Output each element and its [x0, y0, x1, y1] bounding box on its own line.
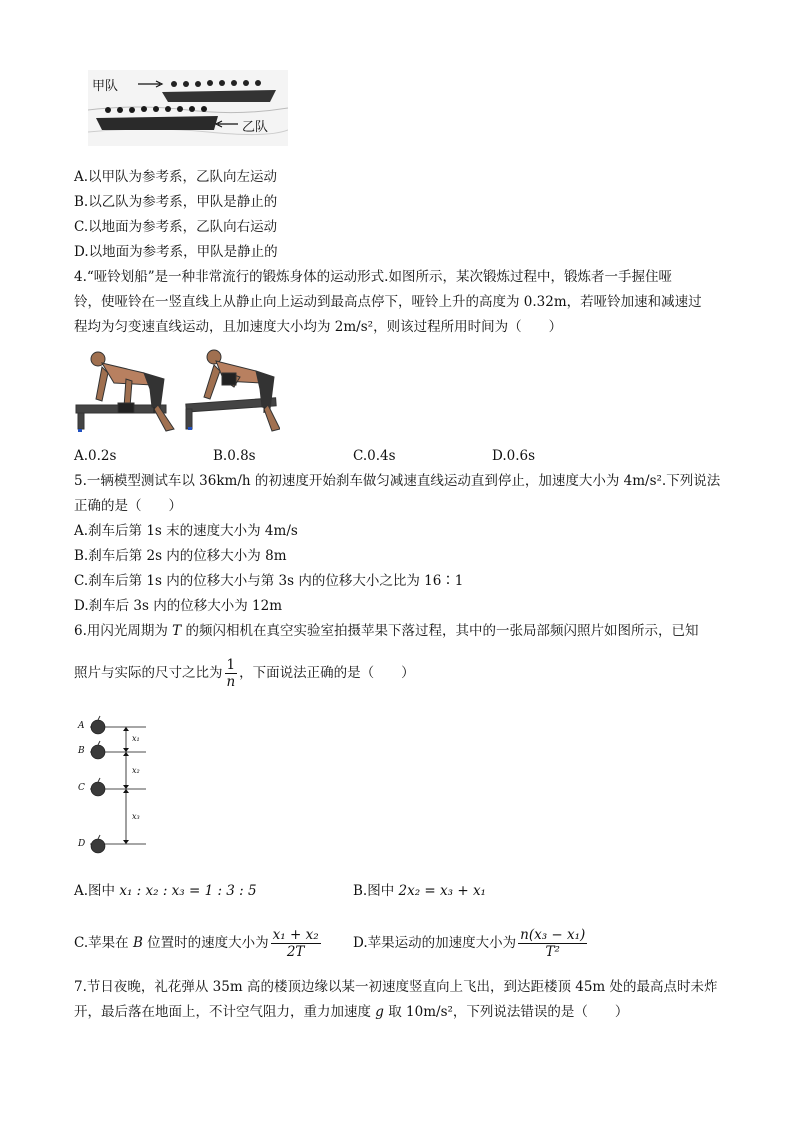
q6-line-1b: 的频闪相机在真空实验室拍摄苹果下落过程，其中的一张局部频闪照片如图所示，已知 — [181, 623, 699, 639]
q6-period-symbol: T — [172, 623, 182, 639]
q6-line-1 — [74, 621, 698, 641]
segment-label-x1: x₁ — [132, 734, 140, 743]
q5-option-c: C.刹车后第 1s 内的位移大小与第 3s 内的位移大小之比为 16∶1 — [74, 573, 464, 589]
segment-label-x3: x₃ — [132, 812, 140, 821]
q6-option-a-expr: x₁ : x₂ : x₃ = 1 : 3 : 5 — [119, 883, 257, 899]
q6-line-2b: ，下面说法正确的是（ ） — [239, 665, 415, 681]
q6-option-c-prefix: C.苹果在 — [74, 935, 133, 951]
dumbbell-row-figure — [74, 349, 280, 435]
q6-option-c-point: B — [132, 935, 143, 951]
q6-option-b — [353, 881, 486, 901]
q6-ratio-fraction — [225, 657, 238, 690]
q6-option-a-prefix: A.图中 — [74, 883, 120, 899]
q6-option-c-mid: 位置时的速度大小为 — [142, 935, 269, 951]
dragon-boat-figure — [88, 70, 288, 146]
dumbbell-row-image — [74, 349, 280, 435]
apple-label-d: D — [78, 839, 86, 849]
q4-line-1: 4.“哑铃划船”是一种非常流行的锻炼身体的运动形式.如图所示，某次锻炼过程中，锻炼者一手握住哑 — [74, 269, 672, 285]
boat-label-a: 甲队 — [92, 79, 119, 94]
q6-option-c-den: 2T — [286, 944, 305, 960]
q6-option-d-den: T² — [545, 944, 560, 960]
q7-line-2a: 开，最后落在地面上，不计空气阻力，重力加速度 — [74, 1004, 376, 1020]
q7-gravity-symbol: g — [375, 1004, 384, 1020]
q6-option-b-expr: 2x₂ = x₃ + x₁ — [398, 883, 486, 899]
q6-line-2a: 照片与实际的尺寸之比为 — [74, 665, 223, 681]
q7-line-2 — [74, 1002, 628, 1022]
q6-ratio-den: n — [226, 674, 236, 690]
q5-line-1: 5.一辆模型测试车以 36km/h 的初速度开始刹车做匀减速直线运动直到停止，加速度大小为 4m/s².下列说法 — [74, 473, 721, 489]
q6-line-2 — [74, 654, 415, 692]
q3-option-b: B.以乙队为参考系，甲队是静止的 — [74, 194, 278, 210]
q5-option-d: D.刹车后 3s 内的位移大小为 12m — [74, 598, 283, 614]
q6-option-b-prefix: B.图中 — [353, 883, 399, 899]
q5-option-a: A.刹车后第 1s 末的速度大小为 4m/s — [74, 523, 298, 539]
q6-option-c — [74, 924, 323, 962]
q6-ratio-num: 1 — [226, 657, 236, 673]
q5-line-2: 正确的是（ ） — [74, 498, 182, 514]
apple-label-c: C — [78, 783, 85, 793]
q4-line-3: 程均为匀变速直线运动，且加速度大小均为 2m/s²，则该过程所用时间为（ ） — [74, 319, 563, 335]
q4-option-d: D.0.6s — [492, 448, 536, 464]
q4-option-c: C.0.4s — [353, 448, 396, 464]
q6-option-c-num: x₁ + x₂ — [272, 927, 319, 943]
q6-option-d-num: n(x₃ − x₁) — [520, 927, 586, 943]
apple-strobe-figure — [74, 712, 154, 858]
q5-option-b: B.刹车后第 2s 内的位移大小为 8m — [74, 548, 287, 564]
q3-option-c: C.以地面为参考系，乙队向右运动 — [74, 219, 278, 235]
q7-line-2b: 取 10m/s²，下列说法错误的是（ ） — [383, 1004, 629, 1020]
segment-label-x2: x₂ — [132, 766, 140, 775]
q3-option-d: D.以地面为参考系，甲队是静止的 — [74, 244, 278, 260]
apple-label-b: B — [78, 746, 85, 756]
q6-option-c-fraction — [271, 927, 321, 960]
q4-option-b: B.0.8s — [213, 448, 256, 464]
apple-strobe-image — [74, 712, 154, 858]
boat-label-b: 乙队 — [242, 120, 269, 135]
apple-label-a: A — [78, 721, 85, 731]
q6-option-d — [353, 924, 589, 962]
q6-line-1a: 6.用闪光周期为 — [74, 623, 173, 639]
q6-option-d-prefix: D.苹果运动的加速度大小为 — [353, 935, 517, 951]
q4-option-a: A.0.2s — [74, 448, 117, 464]
q4-line-2: 铃，使哑铃在一竖直线上从静止向上运动到最高点停下，哑铃上升的高度为 0.32m，若哑铃加速和减速过 — [74, 294, 702, 310]
q3-option-a: A.以甲队为参考系，乙队向左运动 — [74, 169, 278, 185]
q7-line-1: 7.节日夜晚，礼花弹从 35m 高的楼顶边缘以某一初速度竖直向上飞出，到达距楼顶 45m 处的最高点时未炸 — [74, 979, 718, 995]
q6-option-a — [74, 881, 257, 901]
q6-option-d-fraction — [518, 927, 587, 960]
